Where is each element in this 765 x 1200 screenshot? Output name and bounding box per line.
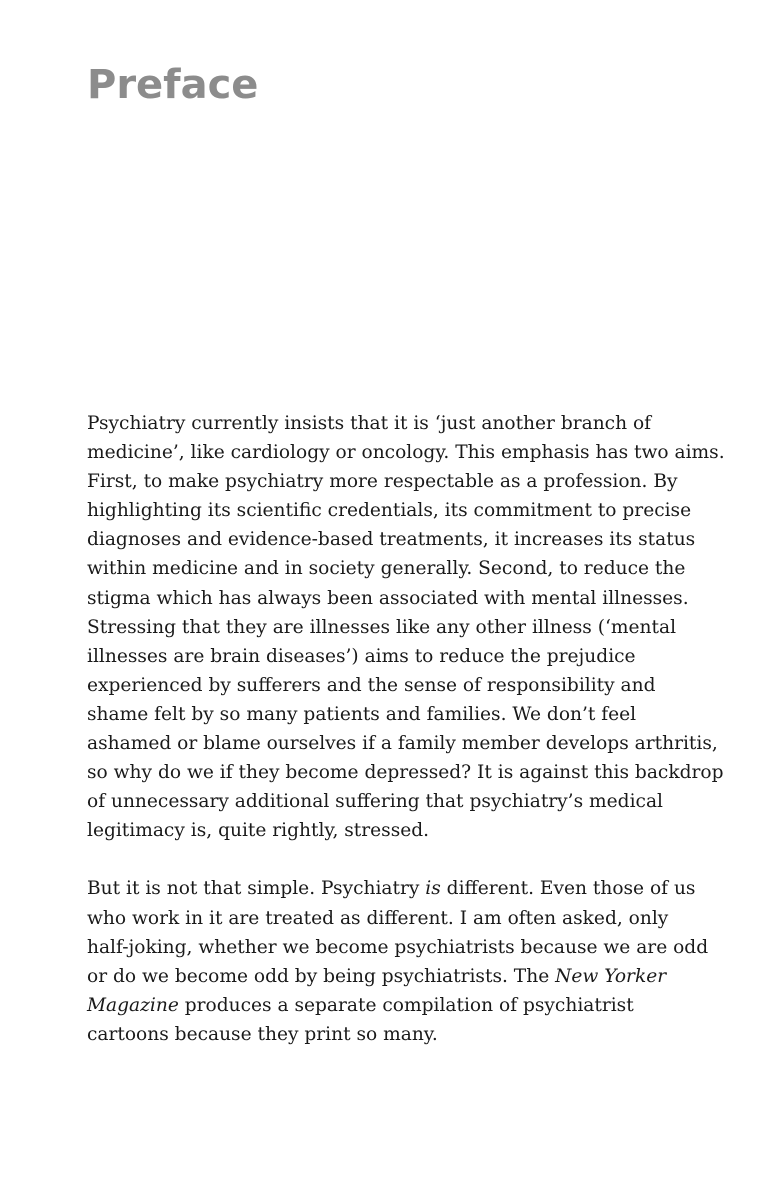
text-line: Stressing that they are illnesses like any other illness (‘mental [87,616,677,638]
text-line: within medicine and in society generally. Second, to reduce the [87,558,686,580]
text-line: Psychiatry currently insists that it is ‘just another branch of [87,413,652,434]
emphasis-text: is [425,878,441,900]
body-text [87,409,725,1049]
text-run: or do we become odd by being psychiatrists. The [87,965,556,987]
text-line: shame felt by so many patients and families. We don’t feel [87,703,637,725]
publication-title: Magazine [87,994,179,1016]
text-line: diagnoses and evidence-based treatments, it increases its status [87,529,696,551]
text-line: illnesses are brain diseases’) aims to reduce the prejudice [87,645,636,667]
text-line: of unnecessary additional suffering that psychiatry’s medical [87,791,663,813]
text-run: different. Even those of us [440,878,696,900]
text-line: First, to make psychiatry more respectable as a profession. By [87,471,678,493]
text-line: experienced by sufferers and the sense of responsibility and [87,674,656,696]
text-run: produces a separate compilation of psychiatrist [178,994,634,1016]
text-line: ashamed or blame ourselves if a family member develops arthritis, [87,733,718,755]
paragraph-1 [87,409,725,845]
text-line: legitimacy is, quite rightly, stressed. [87,820,430,842]
text-line: medicine’, like cardiology or oncology. This emphasis has two aims. [87,442,725,464]
text-run: But it is not that simple. Psychiatry [87,878,426,900]
paragraph-2 [87,874,709,1049]
page-title: Preface [87,62,259,108]
text-line [87,991,697,1020]
text-line: stigma which has always been associated with mental illnesses. [87,587,689,609]
text-line: who work in it are treated as different. I am often asked, only [87,907,669,929]
publication-title: New Yorker [555,965,667,987]
text-line: highlighting its scientific credentials, its commitment to precise [87,500,692,522]
text-line [87,874,697,903]
text-line: so why do we if they become depressed? It is against this backdrop [87,762,724,784]
text-line [87,962,697,991]
text-line: half-joking, whether we become psychiatrists because we are odd [87,936,709,958]
text-line: cartoons because they print so many. [87,1023,438,1045]
